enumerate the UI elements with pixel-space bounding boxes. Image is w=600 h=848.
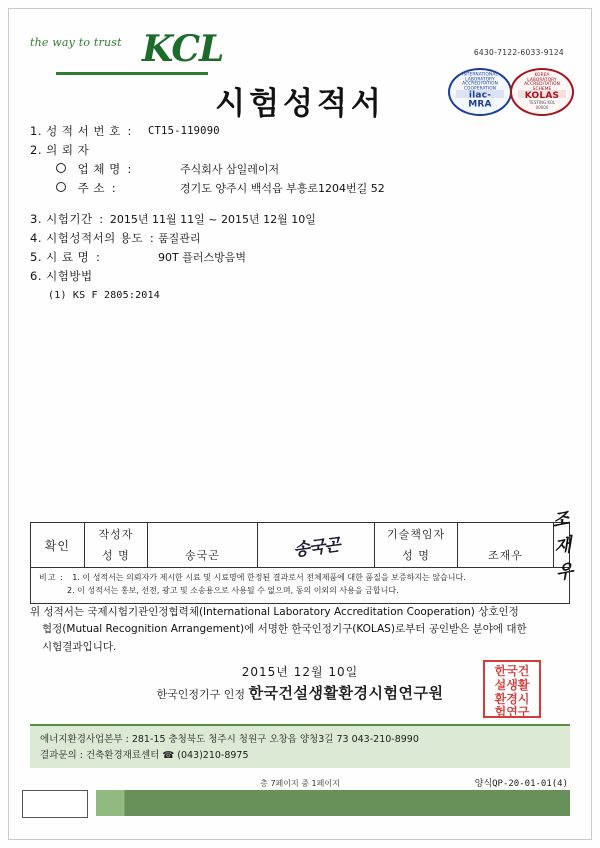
footer-line-1: 에너지환경사업본부 : 281-15 충청북도 청주시 청원구 오창읍 양청3길 73 043-210-8990 <box>40 734 419 745</box>
tech-name <box>458 523 553 567</box>
page-title: 시험성적서 <box>215 86 385 122</box>
field-address-label: 주 소 <box>77 181 106 195</box>
field-company-label: 업 체 명 <box>77 162 121 176</box>
remark-line-1: 1. 이 성적서는 의뢰자가 제시한 시료 및 시료명에 한정된 결과로서 전체제품에 대한 품질을 보증하지는 않습니다. <box>72 573 466 582</box>
field-address-value: 경기도 양주시 백석읍 부흥로1204번길 52 <box>180 182 385 195</box>
statement-line-2: 협정(Mutual Recognition Arrangement)에 서명한 한국인정기구(KOLAS)로부터 공인받은 분야에 대한 <box>42 623 527 636</box>
statement-line-1: 위 성적서는 국제시험기관인정협력체(International Laboratory Accreditation Cooperation) 상호인정 <box>30 606 519 618</box>
field-report-number-value: CT15-119090 <box>148 125 220 137</box>
colon-6: : <box>95 250 100 264</box>
writer-signature <box>258 523 375 567</box>
writer-label-line2: 성 명 <box>102 549 130 562</box>
field-test-method <box>30 267 550 286</box>
field-test-method-label: 6. 시험방법 <box>30 269 93 283</box>
field-purpose-label: 4. 시험성적서의 용도 <box>30 231 144 245</box>
writer-label <box>85 523 149 567</box>
tech-name-lines <box>488 523 523 567</box>
field-test-period-value: 2015년 11월 11일 ~ 2015년 12월 10일 <box>109 213 316 226</box>
field-test-period <box>30 210 550 229</box>
field-report-number <box>30 122 550 141</box>
remark-label: 비고 : <box>39 573 64 582</box>
tech-signature-mark: 조재우 <box>551 508 572 585</box>
issuer-organization: 한국건설생활환경시험연구원 <box>248 684 444 702</box>
accreditation-statement <box>30 604 572 656</box>
kolas-main-text: KOLAS <box>524 91 560 102</box>
writer-name <box>148 523 257 567</box>
form-code: 양식QP-20-01-01(4) <box>474 779 568 789</box>
writer-label-lines <box>99 523 134 567</box>
ilac-mra-icon <box>448 68 512 116</box>
logo-wordmark: KCL <box>142 28 224 70</box>
writer-name-lines <box>185 523 220 567</box>
kolas-top-text: KOREA LABORATORY ACCREDITATION SCHEME <box>524 73 560 92</box>
colon-4: : <box>99 212 104 226</box>
tech-label-line2: 성 명 <box>402 549 430 562</box>
field-list <box>30 122 550 305</box>
bottom-green-bar <box>96 790 570 816</box>
bottom-left-box <box>22 790 88 818</box>
kolas-inner <box>524 74 560 110</box>
spacer-1 <box>30 198 550 210</box>
field-company-value: 주식회사 삼일레이저 <box>180 163 280 176</box>
remark-line-2: 2. 이 성적서는 홍보, 선전, 광고 및 소송용으로 사용될 수 없으며, 동의 이외의 사용을 금합니다. <box>67 586 399 596</box>
colon-5: : <box>149 231 154 245</box>
document-serial-number: 6430-7122-6033-9124 <box>473 48 564 57</box>
field-purpose-value: 품질관리 <box>158 232 201 245</box>
issuer-prefix: 한국인정기구 인정 <box>156 688 246 701</box>
bullet-circle-icon-2 <box>56 182 66 192</box>
tech-label <box>375 523 458 567</box>
kcl-logo <box>30 28 250 74</box>
kolas-icon <box>510 68 574 116</box>
field-report-number-label: 1. 성 적 서 번 호 <box>30 124 121 138</box>
seal-line-2: 설생활 <box>494 677 530 692</box>
ilac-top-text: INTERNATIONAL LABORATORY ACCREDITATION COOPERATION <box>462 72 498 92</box>
footer-line-2: 결과문의 : 건축환경재료센터 ☎ (043)210-8975 <box>40 750 249 762</box>
field-sample-name-value: 90T 플러스방음벽 <box>158 251 246 264</box>
official-seal-icon <box>483 660 541 718</box>
writer-name-value: 송국곤 <box>184 549 220 562</box>
field-sample-name <box>30 248 550 267</box>
tech-name-value: 조재우 <box>487 549 523 562</box>
writer-label-line1: 작성자 <box>98 528 134 541</box>
field-client-label: 2. 의 뢰 자 <box>30 143 90 157</box>
page-count: 총 7페이지 중 1페이지 <box>260 779 340 788</box>
ilac-inner <box>462 74 498 111</box>
remark-box <box>30 566 570 604</box>
issue-date: 2015년 12월 10일 <box>241 665 359 679</box>
seal-line-4: 험연구 <box>494 705 530 720</box>
kolas-bottom-text: TESTING KOL 00000 <box>528 100 556 110</box>
field-client <box>30 141 550 160</box>
colon-2: : <box>127 162 132 176</box>
statement-line-3: 시험결과입니다. <box>42 640 117 653</box>
writer-signature-mark: 송국곤 <box>291 534 341 561</box>
field-test-method-item: (1) KS F 2805:2014 <box>48 290 160 301</box>
seal-line-1: 한국건 <box>494 664 530 678</box>
field-company <box>30 160 550 179</box>
tech-signature <box>551 508 572 585</box>
ilac-main-text: ilac-MRA <box>468 90 492 110</box>
colon-1: : <box>127 124 132 138</box>
colon-3: : <box>111 181 116 195</box>
logo-tagline: the way to trust <box>30 36 122 49</box>
field-test-period-label: 3. 시험기간 <box>30 212 93 226</box>
field-purpose <box>30 229 550 248</box>
bullet-circle-icon <box>56 163 66 173</box>
field-sample-name-label: 5. 시 료 명 <box>30 250 90 264</box>
confirm-label: 확인 <box>31 523 85 567</box>
accreditation-marks <box>448 66 578 116</box>
tech-label-lines <box>387 523 445 567</box>
logo-underline <box>56 72 208 75</box>
tech-label-line1: 기술책임자 <box>386 528 446 541</box>
field-address <box>30 179 550 198</box>
seal-line-3: 환경시 <box>494 691 530 706</box>
footer-contact-band <box>30 724 570 768</box>
